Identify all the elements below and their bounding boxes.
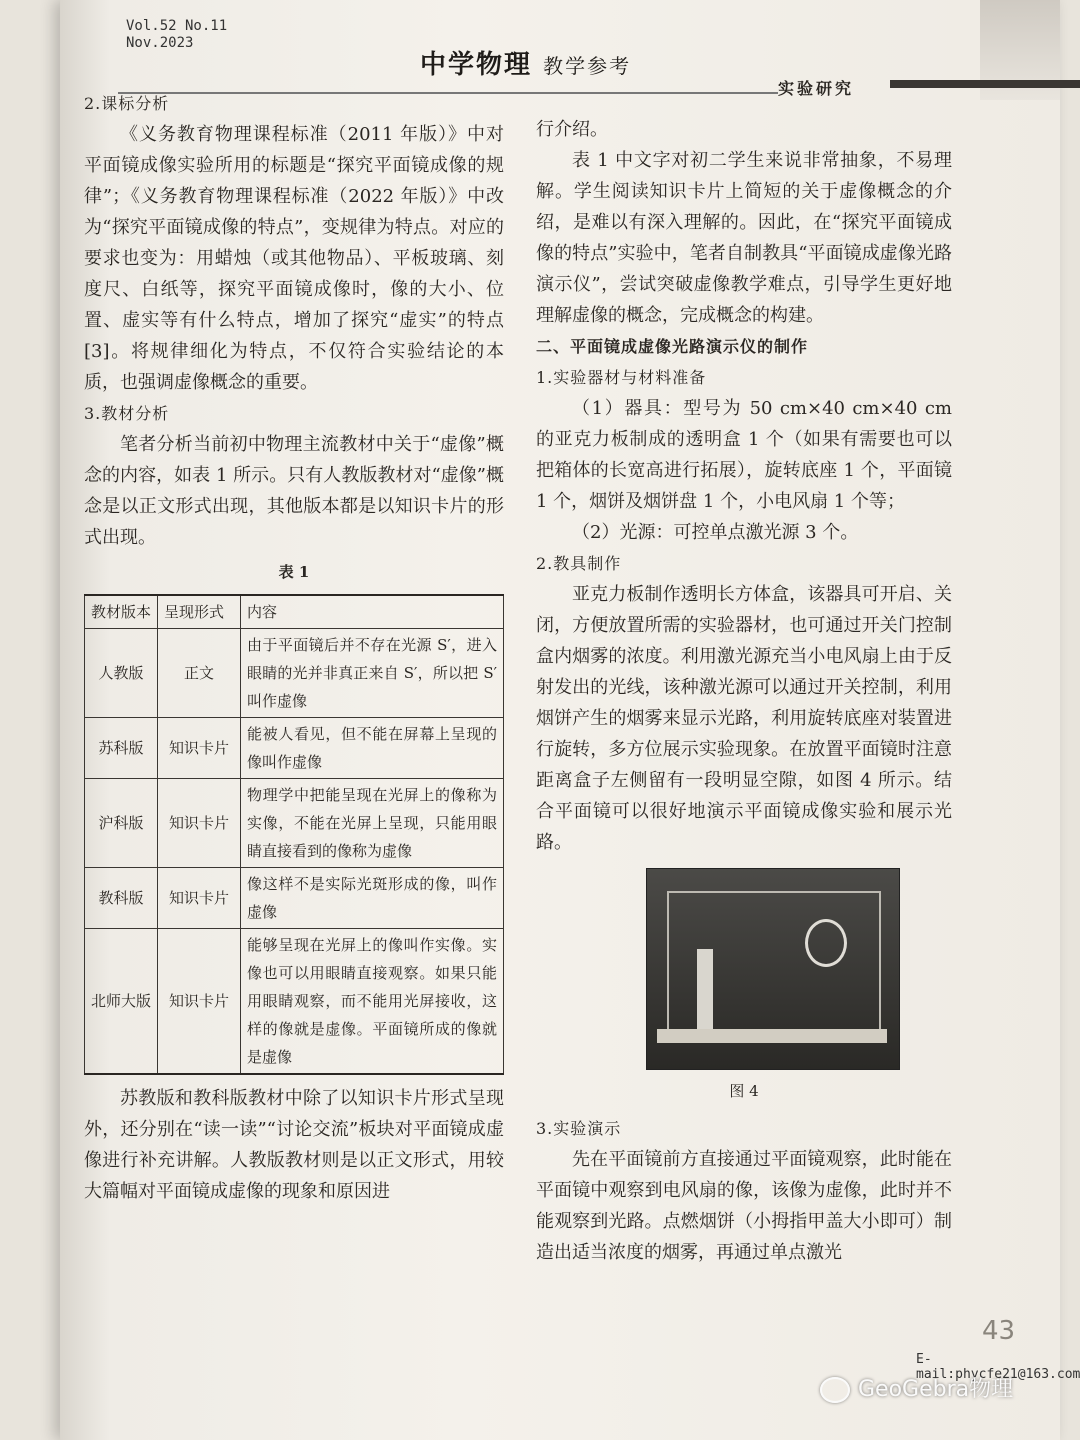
section-rule [890,80,1080,88]
col-header-content: 内容 [241,595,504,629]
cell-edition: 教科版 [85,868,158,929]
paragraph-curriculum: 《义务教育物理课程标准（2011 年版）》中对平面镜成像实验所用的标题是“探究平面镜成像的规律”；《义务教育物理课程标准（2022 年版）》中改为“探究平面镜成像的特点”，变规律为特点。对应的要求也变为：用蜡烛（或其他物品）、平板玻璃、刻度尺、白纸等，探究平面镜成像时，像的大小、位置、虚实等有什么特点，增加了探究“虚实”的特点[3]。将规律细化为特点，不仅符合实验结论的本质，也强调虚像概念的重要。 [84,124,504,393]
journal-title [420,44,631,81]
figure-caption: 图 4 [729,1082,759,1100]
right-column [536,114,952,1268]
cell-edition: 苏科版 [85,718,158,779]
col-header-format: 呈现形式 [158,595,241,629]
page-number: 43 [982,1316,1016,1346]
paragraph-continuation: 行介绍。 [536,119,608,140]
paragraph-motivation: 表 1 中文字对初二学生来说非常抽象，不易理解。学生阅读知识卡片上简短的关于虚像概念的介绍，是难以有深入理解的。因此，在“探究平面镜成像的特点”实验中，笔者自制教具“平面镜成虚像光路演示仪”，尝试突破虚像教学难点，引导学生更好地理解虚像的概念，完成概念的构建。 [536,150,952,326]
mirror [697,949,713,1029]
figure-4-photo [646,868,900,1070]
cell-edition: 人教版 [85,629,158,718]
cell-format: 正文 [158,629,241,718]
journal-title-sub: 教学参考 [543,54,632,78]
paragraph-textbook: 笔者分析当前初中物理主流教材中关于“虚像”概念的内容，如表 1 所示。只有人教版教材对“虚像”概念是以正文形式出现，其他版本都是以知识卡片的形式出现。 [84,434,504,548]
watermark-text: GeoGebra物理 [858,1377,1014,1402]
heading-textbook-analysis: 3.教材分析 [84,404,170,423]
table-header-row [85,595,504,629]
col-header-edition: 教材版本 [85,595,158,629]
table-row [85,718,504,779]
fan-icon [805,919,847,967]
cell-edition: 沪科版 [85,779,158,868]
left-column [84,88,504,1207]
table-row [85,868,504,929]
table-row [85,929,504,1075]
cell-content: 物理学中把能呈现在光屏上的像称为实像，不能在光屏上呈现，只能用眼睛直接看到的像称为虚像 [241,779,504,868]
volume-info [126,18,227,52]
journal-title-main: 中学物理 [420,50,533,80]
heading-demonstration: 3.实验演示 [536,1119,622,1138]
textbook-table [84,594,504,1075]
cell-content: 能够呈现在光屏上的像叫作实像。实像也可以用眼睛直接观察。如果只能用眼睛观察，而不能用光屏接收，这样的像就是虚像。平面镜所成的像就是虚像 [241,929,504,1075]
paragraph-equipment: （1）器具：型号为 50 cm×40 cm×40 cm 的亚克力板制成的透明盒 1 个（如果有需要也可以把箱体的长宽高进行拓展），旋转底座 1 个，平面镜 1 个，烟饼及烟饼盘 1 个，小电风扇 1 个等； [536,398,952,512]
table-row [85,629,504,718]
cell-format: 知识卡片 [158,718,241,779]
paragraph-supplement: 苏教版和教科版教材中除了以知识卡片形式呈现外，还分别在“读一读”“讨论交流”板块对平面镜成虚像进行补充讲解。人教版教材则是以正文形式，用较大篇幅对平面镜成虚像的现象和原因进 [84,1088,504,1202]
heading-curriculum-analysis: 2.课标分析 [84,94,170,113]
table-row [85,779,504,868]
paragraph-light-source: （2）光源：可控单点激光源 3 个。 [572,522,859,543]
cell-content: 能被人看见，但不能在屏幕上呈现的像叫作虚像 [241,718,504,779]
wechat-icon [820,1377,850,1403]
heading-device-making: 二、平面镜成虚像光路演示仪的制作 [536,337,809,356]
cell-format: 知识卡片 [158,929,241,1075]
cell-format: 知识卡片 [158,779,241,868]
heading-materials: 1.实验器材与材料准备 [536,368,707,387]
cell-content: 由于平面镜后并不存在光源 S′，进入眼睛的光并非真正来自 S′，所以把 S′叫作虚像 [241,629,504,718]
paragraph-construction: 亚克力板制作透明长方体盒，该器具可开启、关闭，方便放置所需的实验器材，也可通过开关门控制盒内烟雾的浓度。利用激光源充当小电风扇上由于反射发出的光线，该种激光源可以通过开关控制，利用烟饼产生的烟雾来显示光路，利用旋转底座对装置进行旋转，多方位展示实验现象。在放置平面镜时注意距离盒子左侧留有一段明显空隙，如图 4 所示。结合平面镜可以很好地演示平面镜成像实验和展示光路。 [536,584,952,853]
paragraph-demonstration: 先在平面镜前方直接通过平面镜观察，此时能在平面镜中观察到电风扇的像，该像为虚像，此时并不能观察到光路。点燃烟饼（小拇指甲盖大小即可）制造出适当浓度的烟雾，再通过单点激光 [536,1149,952,1263]
cell-content: 像这样不是实际光斑形成的像，叫作虚像 [241,868,504,929]
table-caption: 表 1 [278,563,310,581]
footer-email: E-mail:phycfe21@163.com [916,1352,1080,1382]
watermark [820,1372,1013,1403]
cell-format: 知识卡片 [158,868,241,929]
volume-number: Vol.52 No.11 [126,18,228,34]
section-label: 实验研究 [778,79,855,98]
heading-construction: 2.教具制作 [536,554,622,573]
rotating-base [657,1029,887,1043]
issue-date: Nov.2023 [126,35,194,51]
cell-edition: 北师大版 [85,929,158,1075]
